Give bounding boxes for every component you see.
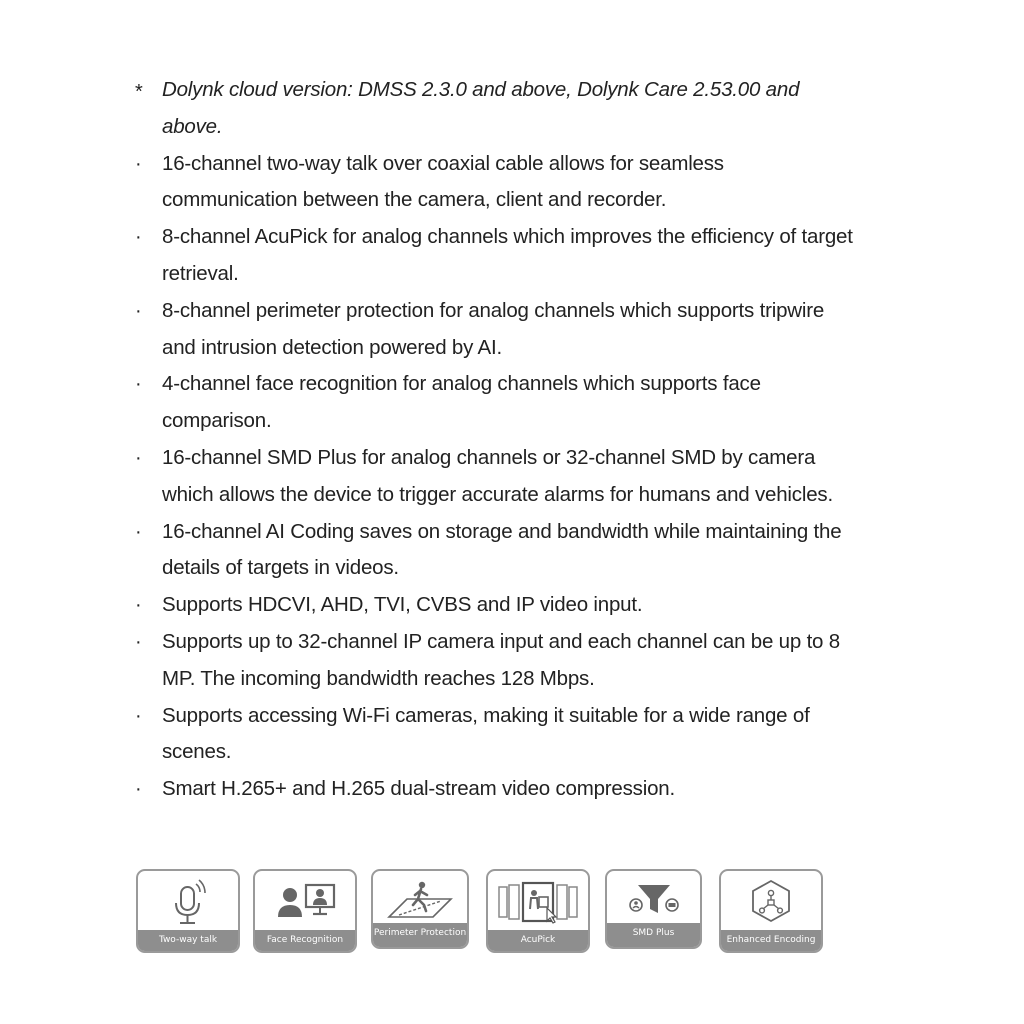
perimeter-protection-icon (385, 875, 455, 925)
bullet: · (135, 446, 142, 469)
acupick-icon (493, 875, 583, 931)
feature-item-video-input (133, 587, 853, 624)
feature-list (133, 72, 853, 808)
feature-text: Supports accessing Wi-Fi cameras, making it suitable for a wide range of scenes. (162, 703, 810, 764)
perimeter-protection-label: Perimeter Protection (373, 923, 467, 947)
feature-item-face-recognition (133, 366, 853, 440)
feature-text: 8-channel perimeter protection for analog channels which supports tripwire and intrusion detection powered by AI. (162, 298, 825, 359)
feature-item-smd-plus (133, 440, 853, 514)
bullet: · (135, 704, 142, 727)
feature-item-video-compression (133, 771, 853, 808)
two-way-talk-label: Two-way talk (138, 930, 238, 951)
perimeter-protection-badge (371, 869, 469, 949)
acupick-label: AcuPick (488, 930, 588, 951)
bullet: · (135, 152, 142, 175)
feature-item-ai-coding (133, 514, 853, 588)
feature-text: 4-channel face recognition for analog channels which supports face comparison. (162, 372, 761, 433)
bullet: · (135, 299, 142, 322)
feature-text: Smart H.265+ and H.265 dual-stream video compression. (162, 777, 675, 801)
feature-text: 16-channel two-way talk over coaxial cable allows for seamless communication between the camera, client and recorder. (162, 151, 724, 212)
face-recognition-icon (270, 875, 340, 931)
smd-plus-badge (605, 869, 702, 949)
feature-item-two-way-talk (133, 146, 853, 220)
enhanced-encoding-badge (719, 869, 823, 953)
feature-text: 8-channel AcuPick for analog channels which improves the efficiency of target retrieval. (162, 225, 853, 285)
feature-icon-row (136, 869, 826, 955)
smd-plus-label: SMD Plus (607, 923, 700, 947)
bullet: · (135, 373, 142, 396)
two-way-talk-badge (136, 869, 240, 953)
note-asterisk: * (135, 81, 143, 103)
smd-plus-icon (624, 875, 684, 925)
acupick-badge (486, 869, 590, 953)
enhanced-encoding-icon (741, 875, 801, 931)
feature-item-acupick (133, 219, 853, 293)
feature-text: Supports HDCVI, AHD, TVI, CVBS and IP video input. (162, 593, 643, 617)
feature-item-wifi-cameras (133, 698, 853, 772)
bullet: · (135, 778, 142, 801)
bullet: · (135, 630, 142, 653)
bullet: · (135, 226, 142, 249)
feature-item-ip-camera-input (133, 624, 853, 698)
bullet: · (135, 520, 142, 543)
feature-text: Supports up to 32-channel IP camera input and each channel can be up to 8 MP. The incoming bandwidth reaches 128 Mbps. (162, 629, 840, 690)
note-text: Dolynk cloud version: DMSS 2.3.0 and above, Dolynk Care 2.53.00 and above. (162, 78, 800, 138)
cloud-version-note (133, 72, 853, 146)
bullet: · (135, 594, 142, 617)
face-recognition-badge (253, 869, 357, 953)
face-recognition-label: Face Recognition (255, 930, 355, 951)
feature-text: 16-channel AI Coding saves on storage and bandwidth while maintaining the details of targets in videos. (162, 519, 842, 580)
enhanced-encoding-label: Enhanced Encoding (721, 930, 821, 951)
feature-text: 16-channel SMD Plus for analog channels or 32-channel SMD by camera which allows the device to trigger accurate alarms for humans and vehicles. (162, 445, 833, 506)
microphone-icon (158, 875, 218, 931)
feature-item-perimeter-protection (133, 293, 853, 367)
